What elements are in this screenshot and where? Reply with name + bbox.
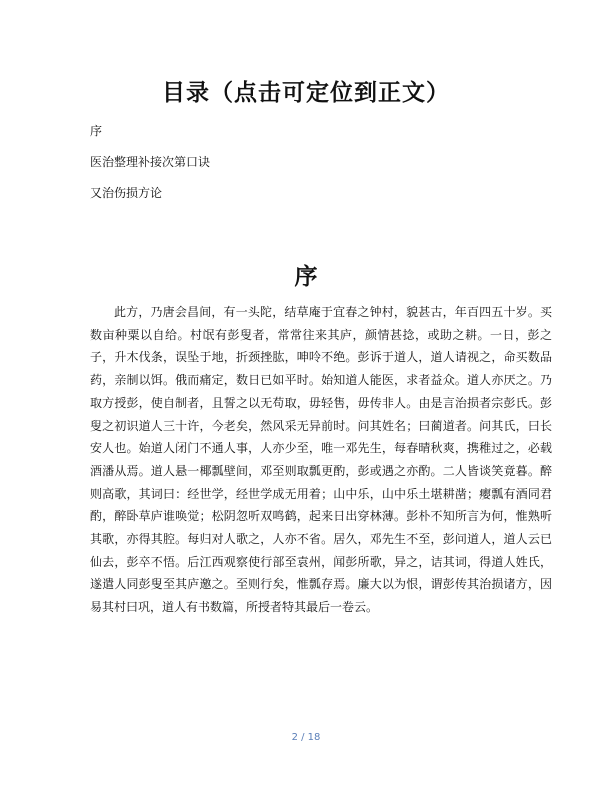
toc-link-treatment-formula[interactable]: 医治整理补接次第口诀 bbox=[90, 155, 211, 169]
section-title: 序 bbox=[294, 263, 318, 290]
toc-link-preface[interactable]: 序 bbox=[90, 124, 103, 138]
toc-link-injury-prescriptions[interactable]: 又治伤损方论 bbox=[90, 186, 163, 200]
page-indicator: 2 / 18 bbox=[291, 732, 321, 743]
toc-title: 目录（点击可定位到正文） bbox=[162, 79, 450, 106]
table-of-contents bbox=[90, 124, 210, 217]
preface-body-text: 此方，乃唐会昌间，有一头陀，结草庵于宜春之钟村，貌甚古，年百四五十岁。买数亩种粟以自给。村氓有彭叟者，常常往来其庐，颜情甚捻，或助之耕。一日，彭之子，升木伐条，误坠于地，折颈挫肱，呻呤不绝。彭诉于道人，道人请视之，命买数品药，亲制以饵。俄而痛定，数日已如平时。始知道人能医，求者益众。道人亦厌之。乃取方授彭，使自制者，且誓之以无苟取，毋轻售，毋传非人。由是言治损者宗彭氏。彭叟之初识道人三十许，今老矣，然风采无异前时。问其姓名；曰蔺道者。问其氏，曰长安人也。始道人闭门不通人事，人亦少至，唯一邓先生，每春晴秋爽，携稚过之，必载酒潘从焉。道人悬一椰瓢壁间，邓至则取瓢更酌，彭或遇之亦酌。二人皆谈笑竟暮。醉则高歌，其词曰：经世学，经世学成无用着；山中乐，山中乐土堪耕凿；瘿瓢有酒同君酌，醉卧草庐谁唤觉；松阴忽听双鸣鹤，起来日出穿林薄。彭朴不知所言为何，惟熟听其歌，亦得其腔。每归对人歌之，人亦不省。居久，邓先生不至，彭问道人，道人云已仙去，彭卒不悟。后江西观察使行部至袁州，闻彭所歌，异之，诘其词，得道人姓氏，遂遣人同彭叟至其庐邀之。至则行矣，惟瓢存焉。廉大以为恨，谓彭传其治损诸方，因易其村曰巩，道人有书数篇，所授者特其最后一卷云。 bbox=[90, 305, 552, 615]
